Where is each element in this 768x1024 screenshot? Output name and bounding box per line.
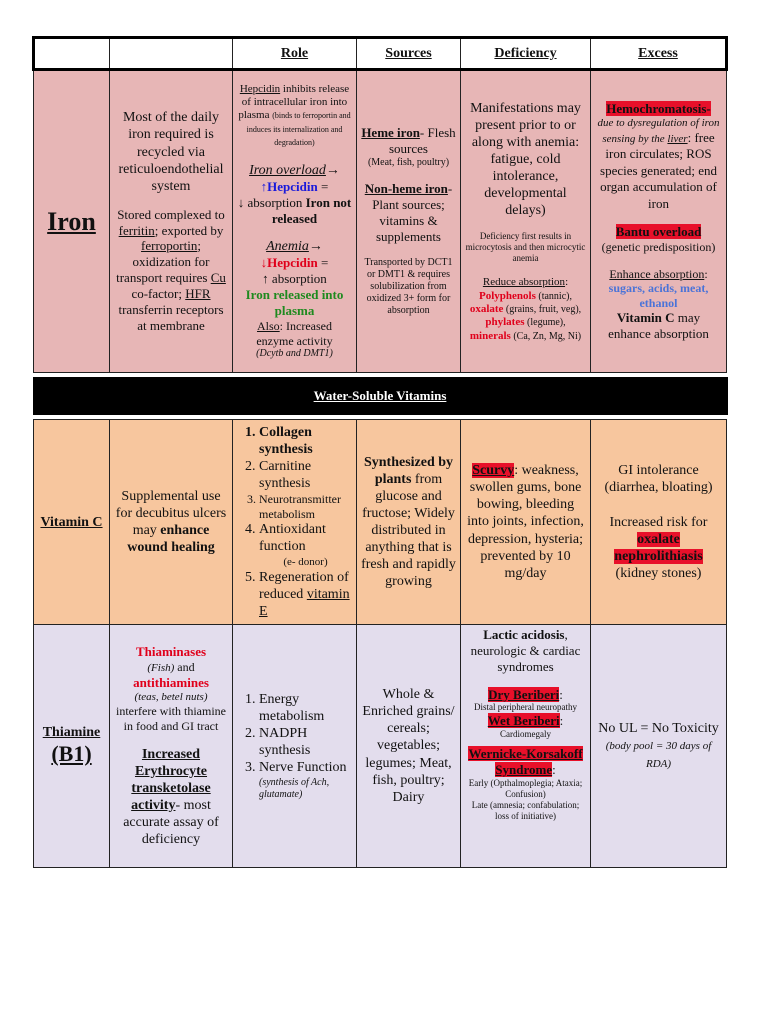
vitc-ex-gi: GI intolerance (diarrhea, bloating) bbox=[604, 462, 713, 495]
vitc-description-cell bbox=[110, 420, 233, 625]
vitc-name-cell bbox=[34, 420, 110, 625]
b1-src: Whole & Enriched grains/ cereals; vegetables; legumes; Meat, fish, poultry; Dairy bbox=[362, 687, 455, 805]
vitc-deficiency-cell bbox=[461, 420, 591, 625]
iron-def-inhibitors: Polyphenols (tannic), oxalate (grains, fruit, veg), phylates (legume), minerals (Ca, Zn, Mg, Ni) bbox=[469, 289, 582, 342]
iron-sources-cell bbox=[357, 70, 461, 373]
b1-desc-antagonists: Thiaminases bbox=[135, 643, 207, 659]
down-arrow-icon: ↓ bbox=[260, 255, 268, 271]
iron-desc-storage: Stored complexed to ferritin; exported by ferroportin; oxidization for transport requires Cu co-factor; HFR transferrin receptors at membrane bbox=[116, 206, 226, 333]
b1-def-wk-late: Late (amnesia; confabulation; loss of initiative) bbox=[471, 799, 580, 821]
section-band-row bbox=[34, 378, 727, 414]
iron-role-also: Also: Increased enzyme activity bbox=[256, 318, 333, 348]
list-item: 3. Nerve Function (synthesis of Ach, glutamate) bbox=[259, 759, 352, 800]
iron-role-overload-absorption: ↓ absorption Iron not released bbox=[237, 194, 352, 226]
iron-role-enzymes: (Dcytb and DMT1) bbox=[256, 348, 333, 360]
header-blank-1 bbox=[34, 38, 110, 70]
iron-src-heme: Heme iron- Flesh sources bbox=[361, 125, 456, 157]
vitc-excess-cell bbox=[591, 420, 727, 625]
down-arrow-icon: ↓ bbox=[237, 194, 245, 210]
list-item: 3. Neurotransmitter metabolism bbox=[259, 492, 352, 521]
vitc-role-list bbox=[237, 424, 352, 620]
iron-desc-recycled: Most of the daily iron required is recycled via reticuloendothelial system bbox=[118, 110, 224, 194]
list-item: 1. Energy metabolism bbox=[259, 691, 352, 725]
b1-title: Thiamine bbox=[42, 725, 101, 741]
list-item: 2. NADPH synthesis bbox=[259, 725, 352, 759]
iron-ex-hemo-cause: due to dysregulation of iron sensing by the liver: free iron circulates; ROS species generated; end organ accumulation of iron bbox=[597, 116, 720, 211]
iron-role-cell bbox=[233, 70, 357, 373]
iron-ex-bantu-detail: (genetic predisposition) bbox=[601, 239, 716, 254]
section-band-title: Water-Soluble Vitamins bbox=[34, 378, 727, 414]
nutrient-table bbox=[32, 36, 728, 868]
b1-role-list bbox=[237, 691, 352, 801]
iron-src-heme-examples: (Meat, fish, poultry) bbox=[367, 157, 450, 169]
iron-description-cell bbox=[110, 70, 233, 373]
b1-excess-cell bbox=[591, 625, 727, 868]
vitc-sources-cell bbox=[357, 420, 461, 625]
vitc-src: Synthesized by plants from glucose and fructose; Widely distributed in anything that is fresh and rapidly growing bbox=[361, 454, 456, 590]
b1-def-wet-detail: Cardiomegaly bbox=[500, 729, 551, 740]
iron-ex-enhancers: sugars, acids, meat, ethanol bbox=[608, 281, 709, 310]
list-item: 4. Antioxidant function (e- donor) bbox=[259, 521, 352, 569]
iron-def-reduce: Reduce absorption: bbox=[482, 276, 569, 289]
b1-name-cell bbox=[34, 625, 110, 868]
iron-src-transport: Transported by DCT1 or DMT1 & requires solubilization from oxidized 3+ form for absorption bbox=[364, 256, 453, 317]
iron-role-released: Iron released into plasma bbox=[245, 287, 344, 319]
b1-deficiency-cell bbox=[461, 625, 591, 868]
header-deficiency: Deficiency bbox=[461, 38, 591, 70]
header-blank-2 bbox=[110, 38, 233, 70]
b1-role-cell bbox=[233, 625, 357, 868]
b1-code: (B1) bbox=[51, 741, 92, 767]
vitc-ex-risk: Increased risk for oxalate nephrolithiasis bbox=[609, 514, 708, 565]
list-item: 5. Regeneration of reduced vitamin E bbox=[259, 569, 352, 620]
iron-excess-cell bbox=[591, 70, 727, 373]
iron-def-manifestations: Manifestations may present prior to or along with anemia: fatigue, cold intolerance, developmental delays) bbox=[470, 100, 581, 219]
up-arrow-icon: ↑ bbox=[260, 178, 268, 194]
header-row bbox=[34, 38, 727, 70]
header-excess: Excess bbox=[591, 38, 727, 70]
vitc-def: Scurvy: weakness, swollen gums, bone bowing, bleeding into joints, infection, depression, hysteria; prevented by 10 mg/day bbox=[467, 463, 584, 581]
b1-desc-assay: Increased Erythrocyte transketolase activity- most accurate assay of deficiency bbox=[123, 746, 219, 848]
b1-def-dry: Dry Beriberi: bbox=[488, 686, 563, 702]
iron-role-anemia-absorption: ↑ absorption bbox=[262, 271, 327, 287]
vitc-title: Vitamin C bbox=[40, 515, 103, 531]
iron-ex-hemochromatosis: Hemochromatosis- bbox=[606, 100, 711, 116]
b1-desc-teas: (teas, betel nuts) bbox=[134, 691, 208, 703]
b1-sources-cell bbox=[357, 625, 461, 868]
iron-def-first: Deficiency first results in microcytosis and then microcytic anemia bbox=[465, 231, 586, 264]
vitc-desc: Supplemental use for decubitus ulcers may enhance wound healing bbox=[115, 488, 227, 556]
b1-def-lactic: Lactic acidosis, neurologic & cardiac syndromes bbox=[470, 627, 581, 674]
b1-def-wk: Wernicke-Korsakoff Syndrome: bbox=[468, 746, 583, 778]
list-item: 2. Carnitine synthesis bbox=[259, 458, 352, 492]
iron-name-cell bbox=[34, 70, 110, 373]
b1-def-dry-detail: Distal peripheral neuropathy bbox=[474, 702, 577, 713]
iron-role-anemia-hepcidin: ↓Hepcidin = bbox=[260, 255, 329, 271]
vitc-role-cell bbox=[233, 420, 357, 625]
header-role: Role bbox=[233, 38, 357, 70]
iron-role-overload-hepcidin: ↑Hepcidin = bbox=[260, 178, 329, 194]
vitc-ex-stones: (kidney stones) bbox=[615, 566, 702, 582]
iron-ex-vitc: Vitamin C may enhance absorption bbox=[608, 310, 709, 342]
iron-src-nonheme: Non-heme iron- Plant sources; vitamins & supplements bbox=[364, 181, 453, 244]
iron-ex-enhance: Enhance absorption: bbox=[609, 266, 708, 281]
list-item: 1. Collagen synthesis bbox=[259, 424, 352, 458]
header-sources: Sources bbox=[357, 38, 461, 70]
iron-role-anemia: Anemia→ bbox=[266, 239, 323, 255]
b1-desc-interfere: interfere with thiamine in food and GI tract bbox=[116, 704, 226, 734]
iron-row bbox=[34, 70, 727, 373]
b1-desc-antithiamines: antithiamines bbox=[133, 675, 209, 691]
up-arrow-icon: ↑ bbox=[262, 271, 269, 287]
nutrition-table-sheet bbox=[32, 36, 725, 868]
b1-desc-fish: (Fish) and bbox=[147, 659, 195, 674]
b1-description-cell bbox=[110, 625, 233, 868]
thiamine-row bbox=[34, 625, 727, 868]
iron-role-hepcidin-text: Hepcidin inhibits release of intracellular iron into plasma (binds to ferroportin and induces its internalization and degradation) bbox=[238, 82, 351, 148]
b1-def-wet: Wet Beriberi: bbox=[487, 713, 564, 729]
iron-ex-bantu: Bantu overload bbox=[615, 224, 702, 240]
b1-ex: No UL = No Toxicity (body pool = 30 days of RDA) bbox=[598, 721, 719, 770]
b1-def-wk-early: Early (Opthalmoplegia; Ataxia; Confusion) bbox=[468, 777, 583, 799]
iron-deficiency-cell bbox=[461, 70, 591, 373]
vitamin-c-row bbox=[34, 420, 727, 625]
iron-title: Iron bbox=[47, 206, 96, 236]
iron-role-overload: Iron overload→ bbox=[249, 162, 340, 178]
